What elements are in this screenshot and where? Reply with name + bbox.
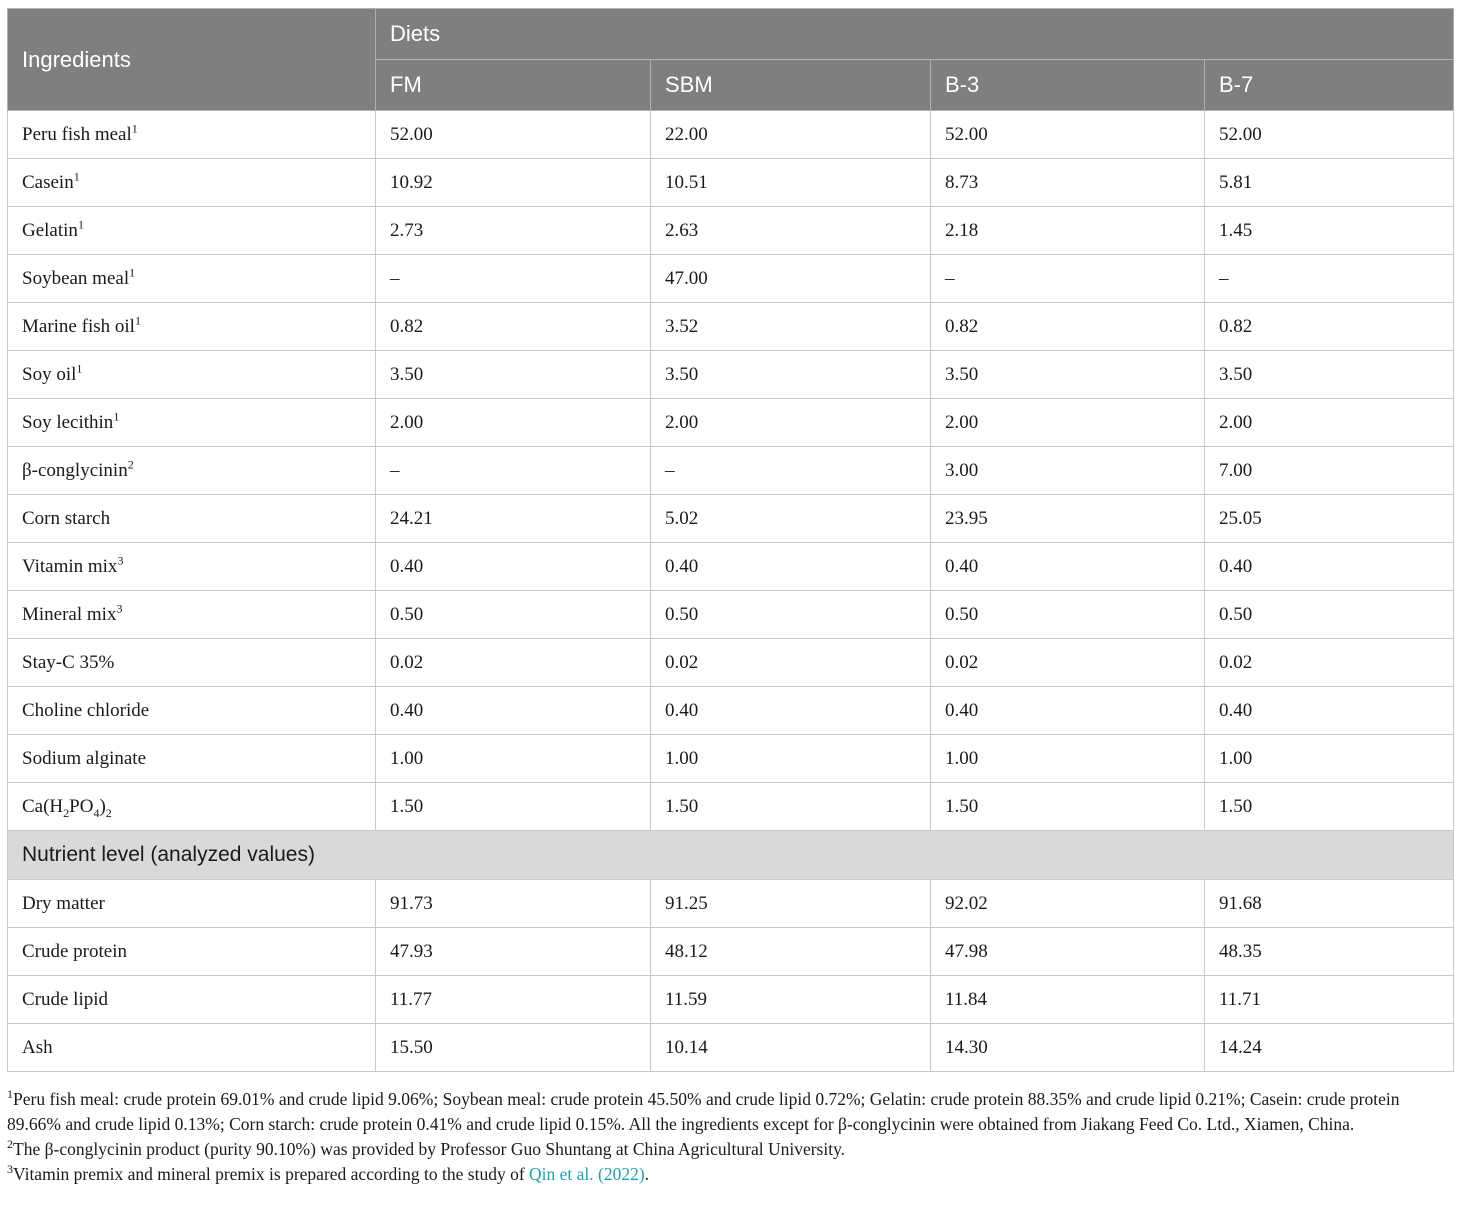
row-label-text: β-conglycinin [22, 459, 128, 481]
footnote-1 [7, 1087, 1453, 1137]
table-cell: 14.24 [1205, 1024, 1454, 1072]
table-cell: 0.02 [931, 639, 1205, 687]
formula-prefix: Ca(H [22, 795, 64, 817]
formula-sub: 4 [93, 805, 100, 820]
column-header-b3: B-3 [931, 60, 1205, 111]
table-row [8, 880, 1454, 928]
table-cell: 5.81 [1205, 159, 1454, 207]
table-cell: 1.50 [931, 783, 1205, 831]
row-label [8, 255, 376, 303]
row-label [8, 447, 376, 495]
row-label-text: Gelatin [22, 219, 78, 241]
table-row [8, 543, 1454, 591]
footnote-text-end: . [644, 1164, 650, 1184]
row-label-text: Crude lipid [22, 988, 109, 1010]
table-row [8, 351, 1454, 399]
table-cell: 0.82 [931, 303, 1205, 351]
table-cell: 1.00 [931, 735, 1205, 783]
row-label [8, 591, 376, 639]
row-label [8, 976, 376, 1024]
footnote-marker: 1 [77, 217, 84, 232]
row-label [8, 159, 376, 207]
table-cell: 15.50 [376, 1024, 651, 1072]
table-cell: 1.00 [1205, 735, 1454, 783]
row-label-text: Dry matter [22, 892, 105, 914]
table-cell: 1.50 [1205, 783, 1454, 831]
footnote-marker: 2 [7, 1137, 13, 1152]
footnote-marker: 1 [129, 265, 136, 280]
footnote-marker: 1 [131, 121, 138, 136]
table-row [8, 591, 1454, 639]
table-cell: 2.63 [651, 207, 931, 255]
row-label-text: Soy oil [22, 363, 77, 385]
table-cell: 8.73 [931, 159, 1205, 207]
table-cell: 2.00 [1205, 399, 1454, 447]
table-cell: 0.50 [931, 591, 1205, 639]
footnote-text: Vitamin premix and mineral premix is prepared according to the study of [13, 1164, 530, 1184]
table-cell: 0.40 [376, 687, 651, 735]
table-wrapper [7, 8, 1453, 1072]
table-row [8, 1024, 1454, 1072]
column-header-fm: FM [376, 60, 651, 111]
section-row [8, 831, 1454, 880]
table-row [8, 976, 1454, 1024]
row-label [8, 880, 376, 928]
table-cell: 0.02 [376, 639, 651, 687]
table-cell: 14.30 [931, 1024, 1205, 1072]
column-header-b7: B-7 [1205, 60, 1454, 111]
header-row-top [8, 9, 1454, 60]
table-cell: 1.45 [1205, 207, 1454, 255]
diet-composition-table [7, 8, 1454, 1072]
footnote-text: Peru fish meal: crude protein 69.01% and crude lipid 9.06%; Soybean meal: crude protein 45.50% and crude lipid 0.72%; Gelatin: crude protein 88.35% and crude lipid 0.21%; Casein: crude protein 89.66% and crude lipid 0.13%; Corn starch: crude protein 0.41% and crude lipid 0.15%. All the ingredients except for β-conglycinin were obtained from Jiakang Feed Co. Ltd., Xiamen, China. [7, 1089, 1400, 1134]
table-row [8, 928, 1454, 976]
table-cell: 3.50 [1205, 351, 1454, 399]
row-label-text: Stay-C 35% [22, 651, 115, 673]
table-row [8, 639, 1454, 687]
table-cell: 10.92 [376, 159, 651, 207]
table-cell: 91.73 [376, 880, 651, 928]
row-label [8, 111, 376, 159]
row-label [8, 303, 376, 351]
table-cell: 1.50 [376, 783, 651, 831]
nutrient-section-label: Nutrient level (analyzed values) [8, 831, 1454, 880]
footnote-marker: 1 [113, 409, 120, 424]
table-cell: 0.40 [651, 687, 931, 735]
formula-close: ) [99, 795, 106, 817]
row-label [8, 1024, 376, 1072]
footnote-3 [7, 1162, 1453, 1187]
row-label [8, 399, 376, 447]
table-cell: 25.05 [1205, 495, 1454, 543]
row-label-text: Marine fish oil [22, 315, 135, 337]
table-row [8, 159, 1454, 207]
footnotes [7, 1087, 1453, 1187]
table-row [8, 303, 1454, 351]
table-cell: 0.82 [376, 303, 651, 351]
row-label [8, 495, 376, 543]
table-cell: 24.21 [376, 495, 651, 543]
diets-header: Diets [376, 9, 1454, 60]
row-label [8, 351, 376, 399]
table-cell: 0.40 [931, 543, 1205, 591]
nutrient-rows [8, 880, 1454, 1072]
row-label-text: Sodium alginate [22, 747, 147, 769]
table-row [8, 399, 1454, 447]
table-cell: 10.51 [651, 159, 931, 207]
ingredient-rows [8, 111, 1454, 783]
footnote-marker: 3 [117, 553, 124, 568]
formula-sub: 2 [63, 805, 70, 820]
table-cell: 48.35 [1205, 928, 1454, 976]
table-cell: 0.50 [1205, 591, 1454, 639]
table-row [8, 783, 1454, 831]
table-cell: – [931, 255, 1205, 303]
table-cell: 7.00 [1205, 447, 1454, 495]
footnote-marker: 2 [127, 457, 134, 472]
table-cell: 0.50 [651, 591, 931, 639]
table-cell: 0.02 [651, 639, 931, 687]
reference-link[interactable]: Qin et al. (2022) [529, 1164, 645, 1184]
table-cell: 23.95 [931, 495, 1205, 543]
formula-mid: PO [69, 795, 94, 817]
table-cell: 2.00 [651, 399, 931, 447]
table-cell: 1.00 [651, 735, 931, 783]
table-cell: 52.00 [1205, 111, 1454, 159]
footnote-marker: 3 [7, 1162, 13, 1177]
caph2po4-row-group [8, 783, 1454, 880]
table-cell: 3.50 [376, 351, 651, 399]
table-cell: 0.50 [376, 591, 651, 639]
table-cell: 0.02 [1205, 639, 1454, 687]
table-row [8, 255, 1454, 303]
footnote-marker: 1 [7, 1087, 13, 1102]
table-cell: 3.50 [931, 351, 1205, 399]
table-cell: 47.93 [376, 928, 651, 976]
table-cell: – [1205, 255, 1454, 303]
table-row [8, 735, 1454, 783]
table-row [8, 207, 1454, 255]
table-cell: 52.00 [376, 111, 651, 159]
table-cell: 11.59 [651, 976, 931, 1024]
row-label [8, 928, 376, 976]
footnote-marker: 1 [76, 361, 83, 376]
table-cell: 0.40 [931, 687, 1205, 735]
row-label-text: Ash [22, 1036, 53, 1058]
table-cell: 91.68 [1205, 880, 1454, 928]
table-cell: 3.00 [931, 447, 1205, 495]
footnote-2 [7, 1137, 1453, 1162]
row-label-text: Crude protein [22, 940, 128, 962]
table-cell: 1.00 [376, 735, 651, 783]
row-label [8, 735, 376, 783]
table-cell: – [651, 447, 931, 495]
column-header-sbm: SBM [651, 60, 931, 111]
row-label-text: Peru fish meal [22, 123, 132, 145]
row-label [8, 687, 376, 735]
row-label-text: Casein [22, 171, 74, 193]
table-cell: 92.02 [931, 880, 1205, 928]
row-label-text: Choline chloride [22, 699, 150, 721]
row-label [8, 543, 376, 591]
table-cell: 2.18 [931, 207, 1205, 255]
table-cell: – [376, 255, 651, 303]
table-row [8, 495, 1454, 543]
table-cell: 2.00 [931, 399, 1205, 447]
table-cell: 91.25 [651, 880, 931, 928]
table-cell: 11.71 [1205, 976, 1454, 1024]
row-label-text: Soy lecithin [22, 411, 114, 433]
formula-sub: 2 [105, 805, 112, 820]
table-row [8, 111, 1454, 159]
table-cell: 22.00 [651, 111, 931, 159]
row-label-text: Mineral mix [22, 603, 117, 625]
row-label-text: Vitamin mix [22, 555, 118, 577]
table-cell: 11.77 [376, 976, 651, 1024]
table-cell: 0.40 [376, 543, 651, 591]
table-cell: 0.40 [1205, 687, 1454, 735]
footnote-text: The β-conglycinin product (purity 90.10%) was provided by Professor Guo Shuntang at China Agricultural University. [13, 1139, 846, 1159]
ingredients-header: Ingredients [8, 9, 376, 111]
table-cell: 10.14 [651, 1024, 931, 1072]
table-cell: 0.82 [1205, 303, 1454, 351]
table-cell: 3.52 [651, 303, 931, 351]
row-label-text: Soybean meal [22, 267, 130, 289]
table-cell: 3.50 [651, 351, 931, 399]
footnote-marker: 1 [134, 313, 141, 328]
table-cell: 0.40 [651, 543, 931, 591]
table-row [8, 687, 1454, 735]
footnote-marker: 1 [73, 169, 80, 184]
table-cell: 47.00 [651, 255, 931, 303]
footnote-marker: 3 [116, 601, 123, 616]
table-cell: 2.73 [376, 207, 651, 255]
table-cell: 47.98 [931, 928, 1205, 976]
table-cell: 11.84 [931, 976, 1205, 1024]
table-cell: 5.02 [651, 495, 931, 543]
table-cell: 48.12 [651, 928, 931, 976]
row-label [8, 783, 376, 831]
row-label-text: Corn starch [22, 507, 111, 529]
table-cell: 52.00 [931, 111, 1205, 159]
table-cell: 1.50 [651, 783, 931, 831]
table-cell: 2.00 [376, 399, 651, 447]
table-row [8, 447, 1454, 495]
row-label [8, 639, 376, 687]
table-cell: 0.40 [1205, 543, 1454, 591]
row-label [8, 207, 376, 255]
table-cell: – [376, 447, 651, 495]
